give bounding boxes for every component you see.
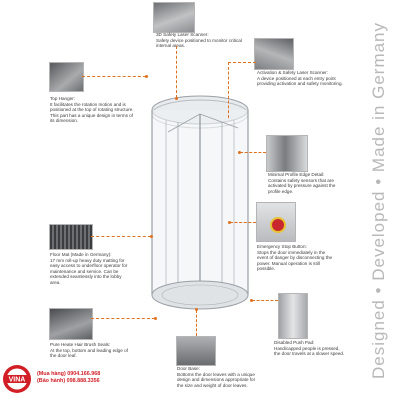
revolving-door-illustration bbox=[138, 92, 268, 317]
minimal-profile-photo bbox=[266, 135, 308, 172]
leader-dot bbox=[150, 235, 153, 238]
callout-floor-mat bbox=[50, 252, 132, 286]
leader-line bbox=[82, 76, 146, 77]
leader-line bbox=[228, 62, 229, 118]
callout-3d-scanner bbox=[156, 32, 246, 49]
callout-title: Door Base: bbox=[177, 366, 200, 371]
callout-title: Activation & Safety Laser Scanner: bbox=[257, 70, 328, 75]
callout-activation-scanner bbox=[257, 70, 343, 87]
svg-text:VINA: VINA bbox=[8, 376, 26, 384]
callout-body: Safety device positioned to monitor critical internal areas. bbox=[156, 37, 242, 49]
callout-door-base bbox=[177, 366, 261, 388]
callout-body: Contains safety sensors that are activated by pressure against the profile edge. bbox=[268, 177, 336, 194]
leader-dot bbox=[154, 317, 157, 320]
leader-line bbox=[91, 318, 155, 319]
callout-body: A device positioned at each entry point providing activation and safety monitoring. bbox=[257, 75, 343, 87]
leader-line bbox=[240, 152, 266, 153]
callout-emergency-stop bbox=[257, 244, 337, 272]
callout-body: Bottoms the door leaves with a unique design and dimensions appropriate for the size and weight of door leaves. bbox=[177, 371, 256, 388]
leader-dot bbox=[250, 299, 253, 302]
leader-line bbox=[252, 300, 278, 301]
callout-body: It facilitates the rotation motion and is positioned at the top of rotating structure. This part has a unique design in terms of its dimension. bbox=[50, 101, 134, 124]
brush-seals-photo bbox=[49, 308, 93, 340]
warranty-phone: (Bảo hành) 098.888.3356 bbox=[37, 378, 100, 384]
callout-title: Emergency Stop Button: bbox=[257, 244, 307, 249]
leader-dot bbox=[195, 308, 198, 311]
stop-button-icon bbox=[270, 217, 286, 233]
callout-push-pad bbox=[274, 340, 346, 357]
callout-brush-seals bbox=[50, 342, 132, 359]
callout-body: 17 mm roll-up heavy duty matting for easy access to underfloor operator for maintenance and service. Can be extended seamlessly into the lobby area. bbox=[50, 257, 128, 285]
callout-body: Stops the door immediately in the event of danger by disconnecting the power. Manual operation is still possible. bbox=[257, 249, 333, 272]
emergency-stop-photo bbox=[256, 202, 296, 242]
leader-line bbox=[91, 236, 151, 237]
side-banner: Designed • Developed • Made in Germany bbox=[369, 22, 388, 380]
callout-title: 3D Safety Laser Scanner: bbox=[156, 32, 209, 37]
activation-scanner-photo bbox=[254, 38, 294, 70]
callout-title: Disabled Push Pad: bbox=[274, 340, 315, 345]
vina-logo-icon bbox=[2, 362, 32, 396]
floor-mat-photo bbox=[49, 224, 93, 250]
contact-info bbox=[37, 371, 100, 385]
callout-top-hanger bbox=[50, 96, 134, 124]
leader-line bbox=[228, 62, 256, 63]
leader-dot bbox=[228, 221, 231, 224]
leader-dot bbox=[238, 151, 241, 154]
door-base-photo bbox=[176, 336, 216, 366]
laser-scanner-3d-photo bbox=[153, 2, 195, 33]
top-hanger-photo bbox=[49, 62, 84, 92]
leader-line bbox=[196, 310, 197, 336]
leader-dot bbox=[145, 75, 148, 78]
callout-title: Minimal Profile Edge Detail: bbox=[268, 172, 325, 177]
push-pad-photo bbox=[278, 293, 308, 339]
callout-title: Top Hanger: bbox=[50, 96, 76, 101]
leader-dot bbox=[175, 97, 178, 100]
sales-phone: (Mua hàng) 0904.166.968 bbox=[37, 371, 101, 377]
callout-title: Floor Mat (Made in Germany): bbox=[50, 252, 112, 257]
callout-body: Handicapped people is pressed, the door travels at a slower speed. bbox=[274, 345, 345, 357]
callout-body: At the top, bottom and leading edge of the door leaf. bbox=[50, 347, 128, 359]
leader-line bbox=[176, 46, 177, 98]
callout-minimal-profile bbox=[268, 172, 348, 194]
leader-line bbox=[230, 222, 256, 223]
callout-title: Pure Heate Hair Brush Seals: bbox=[50, 342, 111, 347]
